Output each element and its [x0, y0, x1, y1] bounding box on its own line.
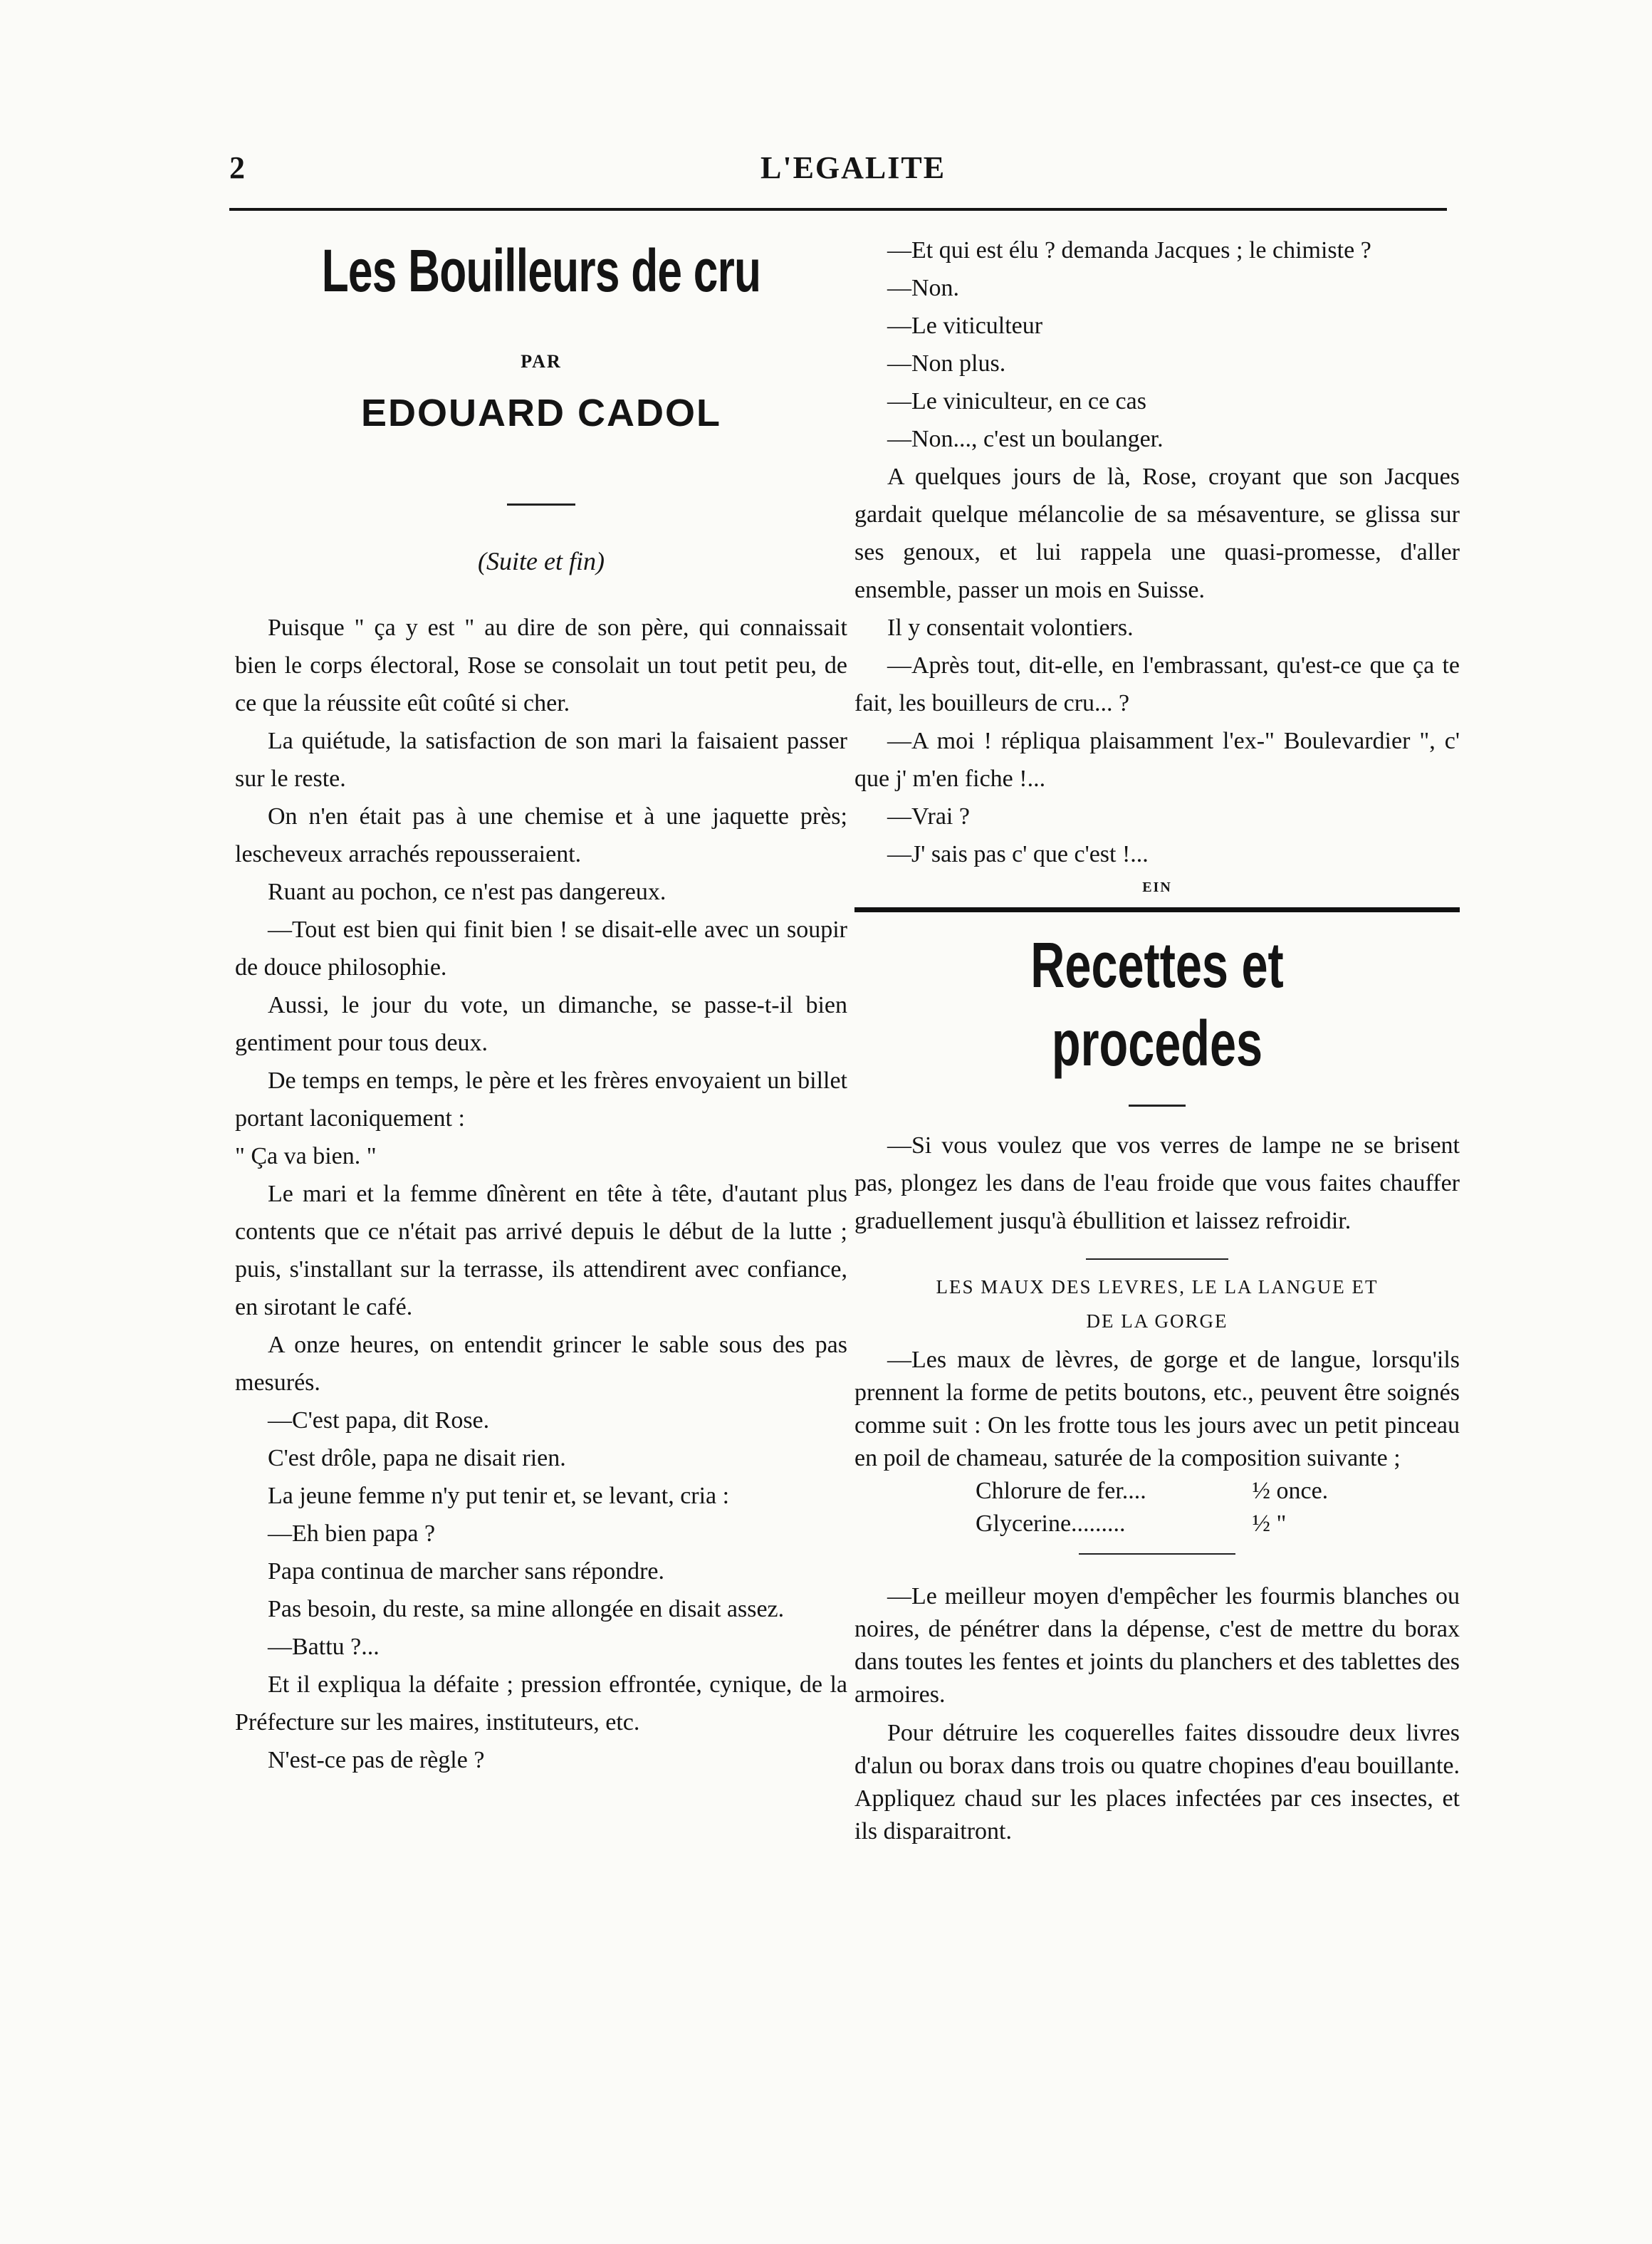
formula-amount: ½ once. [1252, 1478, 1329, 1504]
left-body [235, 609, 847, 1779]
paragraph: —Et qui est élu ? demanda Jacques ; le chimiste ? [887, 237, 1371, 263]
subsection-heading: LES MAUX DES LEVRES, LE LA LANGUE ET [936, 1276, 1379, 1298]
paragraph: —Le viniculteur, en ce cas [887, 388, 1146, 414]
formula [854, 1475, 1460, 1540]
paragraph: De temps en temps, le père et les frères envoyaient un billet portant laconiquement : [235, 1068, 847, 1132]
paragraph: —Après tout, dit-elle, en l'embrassant, qu'est-ce que ça te fait, les bouilleurs de cru... ? [854, 652, 1460, 716]
paragraph: C'est drôle, papa ne disait rien. [268, 1445, 566, 1471]
paragraph: —C'est papa, dit Rose. [268, 1407, 490, 1434]
paragraph: —Le viticulteur [887, 313, 1043, 339]
paragraph: —Tout est bien qui finit bien ! se disait-elle avec un soupir de douce philosophie. [235, 917, 847, 981]
divider [1086, 1258, 1228, 1260]
paragraph: —Le meilleur moyen d'empêcher les fourmis blanches ou noires, de pénétrer dans la dépense, c'est de mettre du borax dans toutes les fentes et joints du planchers et des tablettes des armoires. [854, 1583, 1460, 1708]
paragraph: —Eh bien papa ? [268, 1520, 436, 1547]
formula-line [976, 1475, 1460, 1508]
paragraph: —Si vous voulez que vos verres de lampe ne se brisent pas, plongez les dans de l'eau froide que vous faites chauffer graduellement jusqu'à ébullition et laissez refroidir. [854, 1132, 1460, 1234]
paragraph: Et il expliqua la défaite ; pression effrontée, cynique, de la Préfecture sur les maires, instituteurs, etc. [235, 1671, 847, 1736]
title-divider [507, 503, 575, 506]
header-rule [229, 208, 1447, 211]
subsection-heading: DE LA GORGE [1086, 1310, 1228, 1332]
paragraph: Le mari et la femme dînèrent en tête à tête, d'autant plus contents que ce n'était pas arrivé depuis le début de la lutte ; puis, s'installant sur la terrasse, ils attendirent avec confiance, en sirotant le café. [235, 1181, 847, 1320]
right-column [854, 231, 1460, 1848]
paragraph: —J' sais pas c' que c'est !... [887, 841, 1149, 867]
author-name: EDOUARD CADOL [361, 392, 721, 434]
article-subtitle: (Suite et fin) [478, 547, 605, 575]
end-mark: EIN [1142, 880, 1172, 895]
paragraph: A onze heures, on entendit grincer le sable sous des pas mesurés. [235, 1332, 847, 1396]
newspaper-title: L'EGALITE [760, 150, 946, 185]
paragraph: —Battu ?... [268, 1634, 380, 1660]
formula-ingredient: Chlorure de fer.... [976, 1478, 1146, 1504]
paragraph: Puisque " ça y est " au dire de son père, qui connaissait bien le corps électoral, Rose se consolait un tout petit peu, de ce que la réussite eût coûté si cher. [235, 615, 847, 716]
paragraph: —Les maux de lèvres, de gorge et de langue, lorsqu'ils prennent la forme de petits boutons, etc., peuvent être soignés comme suit : On les frotte tous les jours avec un petit pinceau en poil de chameau, saturée de la composition suivante ; [854, 1347, 1460, 1471]
byline-par: PAR [521, 351, 562, 372]
paragraph: Pas besoin, du reste, sa mine allongée en disait assez. [268, 1596, 785, 1622]
formula-ingredient: Glycerine......... [976, 1510, 1126, 1537]
paragraph: A quelques jours de là, Rose, croyant que son Jacques gardait quelque mélancolie de sa mésaventure, se glissa sur ses genoux, et lui rappela une quasi-promesse, d'aller ensemble, passer un mois en Suisse. [854, 464, 1460, 603]
paragraph: —Non..., c'est un boulanger. [887, 426, 1164, 452]
left-column [235, 231, 847, 1779]
paragraph: —A moi ! répliqua plaisamment l'ex-" Boulevardier ", c' que j' m'en fiche !... [854, 728, 1460, 792]
paragraph: " Ça va bien. " [235, 1143, 377, 1169]
paragraph: —Non. [887, 275, 960, 301]
paragraph: —Non plus. [887, 350, 1006, 377]
paragraph: Pour détruire les coquerelles faites dissoudre deux livres d'alun ou borax dans trois ou quatre chopines d'eau bouillante. Appliquez chaud sur les places infectées par ces insectes, et ils disparaitront. [854, 1720, 1460, 1844]
paragraph: La jeune femme n'y put tenir et, se levant, cria : [268, 1483, 730, 1509]
paragraph: Il y consentait volontiers. [887, 615, 1134, 641]
divider [1079, 1553, 1235, 1555]
formula-amount: ½ " [1252, 1510, 1287, 1537]
formula-line [976, 1508, 1460, 1540]
page-number: 2 [229, 150, 245, 185]
paragraph: —Vrai ? [887, 803, 970, 830]
section-title: Recettes et procedes [1030, 930, 1284, 1080]
paragraph: N'est-ce pas de règle ? [268, 1747, 485, 1773]
article-title: Les Bouilleurs de cru [321, 237, 761, 304]
section-rule [854, 907, 1460, 912]
title-divider [1129, 1105, 1186, 1107]
paragraph: Aussi, le jour du vote, un dimanche, se passe-t-il bien gentiment pour tous deux. [235, 992, 847, 1056]
paragraph: Ruant au pochon, ce n'est pas dangereux. [268, 879, 666, 905]
paragraph: La quiétude, la satisfaction de son mari la faisaient passer sur le reste. [235, 728, 847, 792]
paragraph: On n'en était pas à une chemise et à une jaquette près; lescheveux arrachés repousseraient. [235, 803, 847, 867]
paragraph: Papa continua de marcher sans répondre. [268, 1558, 664, 1585]
